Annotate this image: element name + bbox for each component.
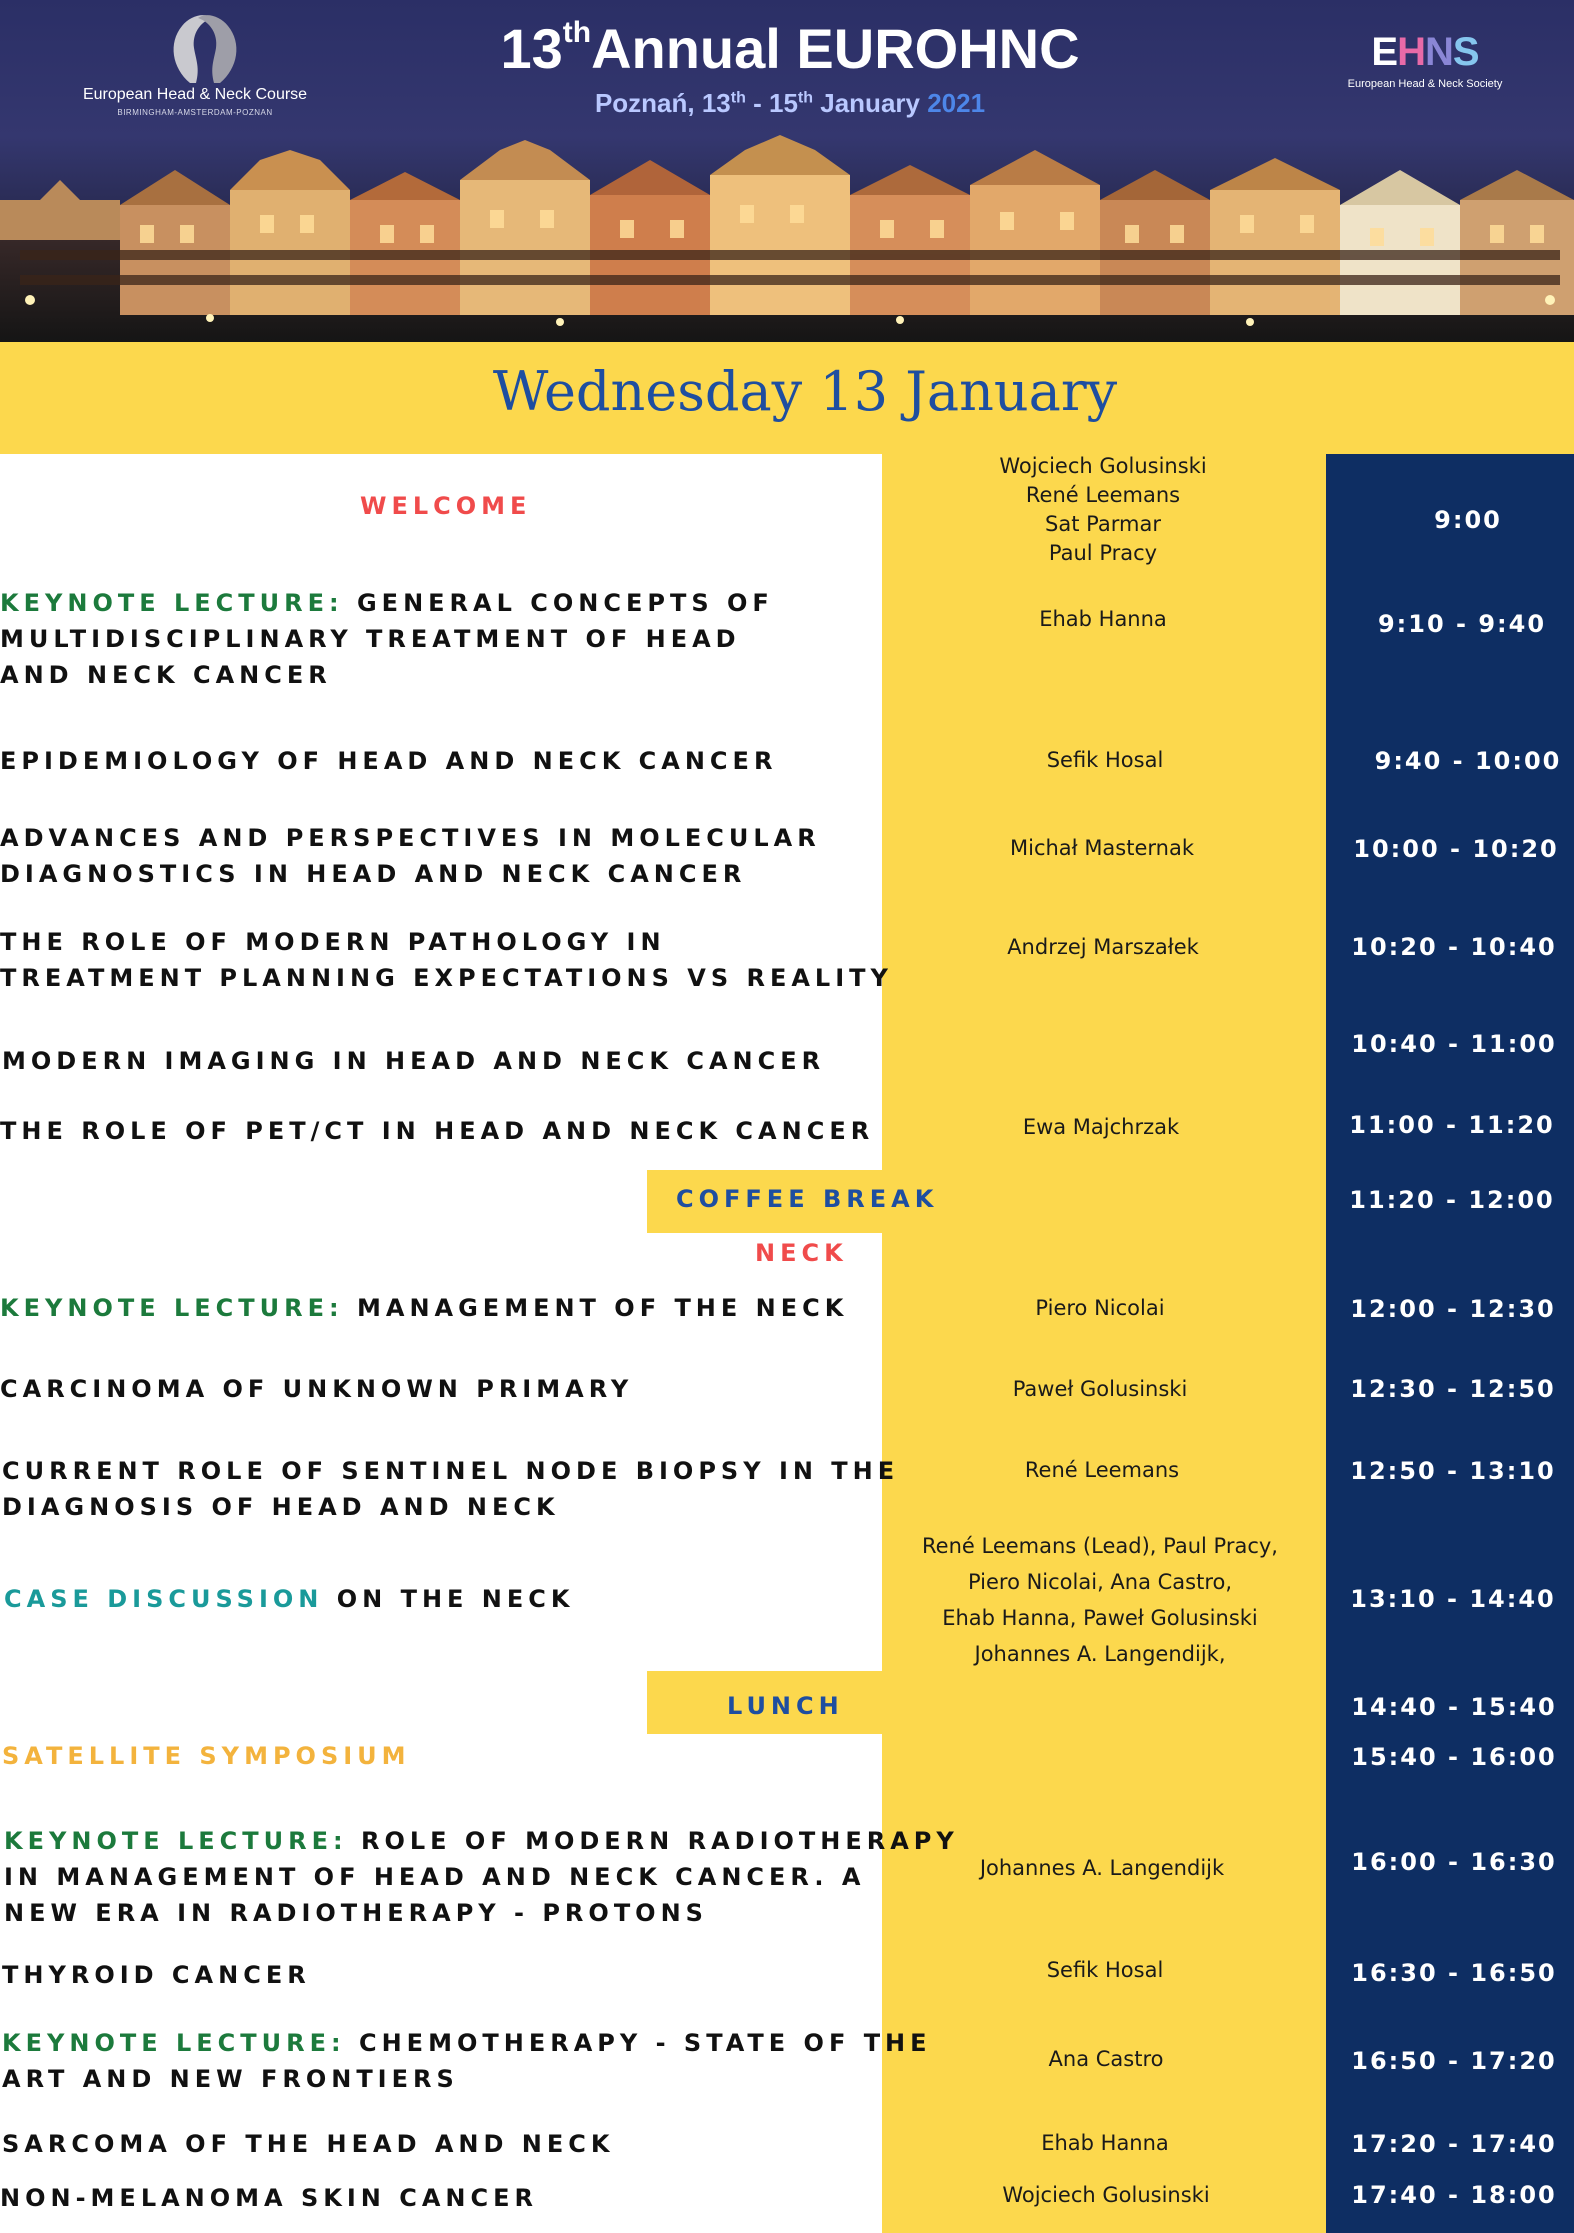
day-heading-band [0, 342, 1574, 454]
pathology-title: THE ROLE OF MODERN PATHOLOGY IN TREATMENT PLANNING EXPECTATIONS VS REALITY [0, 928, 893, 992]
advances-speaker: Michał Masternak [1009, 836, 1195, 860]
unknown-primary-title: CARCINOMA OF UNKNOWN PRIMARY [0, 1375, 634, 1403]
epidemiology-time: 9:40 - 10:00 [1374, 747, 1562, 775]
satellite-symposium-time: 15:40 - 16:00 [1351, 1743, 1557, 1771]
imaging-title: MODERN IMAGING IN HEAD AND NECK CANCER [2, 1047, 826, 1075]
sarcoma-time: 17:20 - 17:40 [1351, 2130, 1557, 2158]
keynote-1-speaker: Ehab Hanna [1039, 607, 1167, 631]
thyroid-time: 16:30 - 16:50 [1351, 1959, 1557, 1987]
epidemiology-title: EPIDEMIOLOGY OF HEAD AND NECK CANCER [0, 747, 778, 775]
lunch-time: 14:40 - 15:40 [1351, 1693, 1557, 1721]
day-heading: Wednesday 13 January [492, 360, 1118, 423]
keynote-1-title: KEYNOTE LECTURE: GENERAL CONCEPTS OF MULTIDISCIPLINARY TREATMENT OF HEAD AND NECK CANCER [0, 589, 774, 689]
course-cities: BIRMINGHAM-AMSTERDAM-POZNAN [117, 108, 273, 117]
unknown-primary-speaker: Paweł Golusinski [1012, 1377, 1188, 1401]
keynote-3-speaker: Johannes A. Langendijk [979, 1856, 1225, 1880]
welcome-time: 9:00 [1434, 506, 1502, 534]
keynote-4-time: 16:50 - 17:20 [1351, 2047, 1557, 2075]
advances-title: ADVANCES AND PERSPECTIVES IN MOLECULAR DIAGNOSTICS IN HEAD AND NECK CANCER [0, 824, 821, 888]
keynote-2-time: 12:00 - 12:30 [1350, 1295, 1556, 1323]
coffee-break-time: 11:20 - 12:00 [1349, 1186, 1555, 1214]
pathology-speaker: Andrzej Marszałek [1007, 935, 1199, 959]
keynote-3-time: 16:00 - 16:30 [1351, 1848, 1557, 1876]
course-name: European Head & Neck Course [82, 86, 308, 103]
society-name: European Head & Neck Society [1347, 78, 1503, 90]
pathology-time: 10:20 - 10:40 [1351, 933, 1557, 961]
thyroid-speaker: Sefik Hosal [1046, 1958, 1164, 1982]
eurohnc-course-logo [60, 8, 330, 123]
keynote-2-title: KEYNOTE LECTURE: MANAGEMENT OF THE NECK [0, 1294, 849, 1322]
advances-time: 10:00 - 10:20 [1353, 835, 1559, 863]
neck-section-heading: NECK [755, 1239, 848, 1267]
keynote-2-speaker: Piero Nicolai [1035, 1296, 1165, 1320]
keynote-4-speaker: Ana Castro [1048, 2047, 1164, 2071]
ehns-wordmark: EHNS [1371, 30, 1479, 74]
sentinel-title: CURRENT ROLE OF SENTINEL NODE BIOPSY IN THE DIAGNOSIS OF HEAD AND NECK [2, 1457, 900, 1521]
satellite-symposium-title: SATELLITE SYMPOSIUM [2, 1742, 411, 1770]
event-dates: Poznań, 13th - 15th January 2021 [594, 88, 986, 118]
thyroid-title: THYROID CANCER [2, 1961, 311, 1989]
lunch-title: LUNCH [727, 1692, 844, 1720]
sentinel-speaker: René Leemans [1024, 1458, 1180, 1482]
event-title: 13thAnnual EUROHNC [500, 16, 1080, 80]
keynote-1-time: 9:10 - 9:40 [1377, 610, 1547, 638]
welcome-speakers: Wojciech Golusinski René Leemans Sat Parmar Paul Pracy [999, 454, 1207, 565]
sarcoma-title: SARCOMA OF THE HEAD AND NECK [2, 2130, 615, 2158]
imaging-time: 10:40 - 11:00 [1351, 1030, 1557, 1058]
petct-time: 11:00 - 11:20 [1349, 1111, 1555, 1139]
case-discussion-time: 13:10 - 14:40 [1350, 1585, 1556, 1613]
header-banner [0, 0, 1574, 342]
epidemiology-speaker: Sefik Hosal [1046, 748, 1164, 772]
skin-cancer-title: NON-MELANOMA SKIN CANCER [0, 2184, 538, 2212]
case-discussion-speakers: René Leemans (Lead), Paul Pracy, Piero Nicolai, Ana Castro, Ehab Hanna, Paweł Golusinski Johannes A. Langendijk, [922, 1534, 1278, 1666]
sentinel-time: 12:50 - 13:10 [1350, 1457, 1556, 1485]
petct-title: THE ROLE OF PET/CT IN HEAD AND NECK CANCER [0, 1117, 875, 1145]
welcome-title: WELCOME [360, 492, 532, 520]
coffee-break-title: COFFEE BREAK [676, 1185, 939, 1213]
ehns-logo [1340, 30, 1520, 100]
skin-cancer-time: 17:40 - 18:00 [1351, 2181, 1557, 2209]
sarcoma-speaker: Ehab Hanna [1041, 2131, 1169, 2155]
unknown-primary-time: 12:30 - 12:50 [1350, 1375, 1556, 1403]
skin-cancer-speaker: Wojciech Golusinski [1002, 2183, 1210, 2207]
case-discussion-title: CASE DISCUSSION ON THE NECK [4, 1585, 575, 1613]
keynote-3-title: KEYNOTE LECTURE: ROLE OF MODERN RADIOTHERAPY IN MANAGEMENT OF HEAD AND NECK CANCER. A NEW ERA IN RADIOTHERAPY - PROTONS [4, 1827, 959, 1927]
keynote-4-title: KEYNOTE LECTURE: CHEMOTHERAPY - STATE OF THE ART AND NEW FRONTIERS [2, 2029, 932, 2093]
petct-speaker: Ewa Majchrzak [1022, 1115, 1180, 1139]
head-profile-icon [160, 8, 250, 88]
